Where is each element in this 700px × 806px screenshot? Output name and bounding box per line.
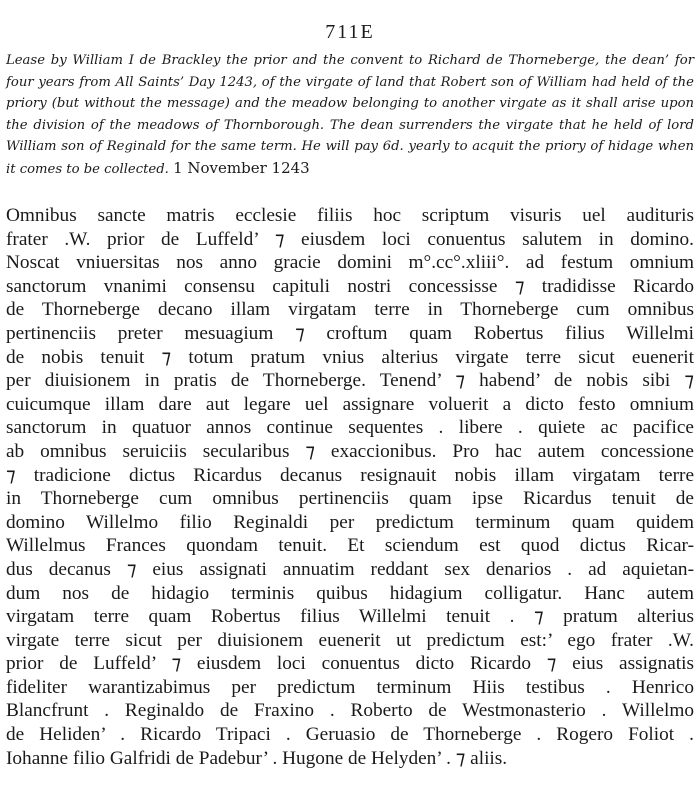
charter-line: dus decanus ⁊ eius assignati annuatim reddant sex denarios . ad aquietan- <box>6 558 694 580</box>
charter-line: virgatam terre quam Robertus filius Willelmi tenuit . ⁊ pratum alterius <box>6 606 694 628</box>
charter-line: Noscat vniuersitas nos anno gracie domini m°.cc°.xliii°. ad festum omnium <box>6 252 694 274</box>
charter-line: virgate terre sicut per diuisionem euenerit ut predictum est:’ ego frater .W. <box>6 629 694 651</box>
charter-line: Blancfrunt . Reginaldo de Fraxino . Roberto de Westmonasterio . Willelmo <box>6 700 694 722</box>
charter-line: de nobis tenuit ⁊ totum pratum vnius alterius virgate terre sicut euenerit <box>6 346 694 368</box>
charter-line: de Thorneberge decano illam virgatam terre in Thorneberge cum omnibus <box>6 299 694 321</box>
latin-charter-text <box>6 204 694 770</box>
charter-line: Iohanne filio Galfridi de Padebur’ . Hugone de Helyden’ . ⁊ aliis. <box>6 747 508 769</box>
charter-line: ⁊ tradicione dictus Ricardus decanus resignauit nobis illam virgatam terre <box>6 464 694 486</box>
charter-line: fideliter warantizabimus per predictum terminum Hiis testibus . Henrico <box>6 676 694 698</box>
charter-line: per diuisionem in pratis de Thorneberge. Tenend’ ⁊ habend’ de nobis sibi ⁊ <box>6 370 694 392</box>
charter-line: in Thorneberge cum omnibus pertinenciis quam ipse Ricardus tenuit de <box>6 488 694 510</box>
charter-line: pertinenciis preter mesuagium ⁊ croftum quam Robertus filius Willelmi <box>6 322 694 344</box>
summary-text: Lease by William I de Brackley the prior and the convent to Richard de Thorneberge, the dean’ for four years from All Saints’ Day 1243, of the virgate of land that Robert son of William had held of the priory (but without the message) and the meadow belonging to another virgate as it shall arise upon the division of the meadows of Thornborough. The dean surrenders the virgate that he held of lord William son of Reginald for the same term. He will pay 6d. yearly to acquit the priory of hidage when it comes to be collected. <box>6 53 694 177</box>
charter-line: de Heliden’ . Ricardo Tripaci . Geruasio de Thorneberge . Rogero Foliot . <box>6 724 694 746</box>
charter-line: sanctorum vnanimi consensu capituli nostri concessisse ⁊ tradidisse Ricardo <box>6 275 694 297</box>
charter-line: dum nos de hidagio terminis quibus hidagium colligatur. Hanc autem <box>6 582 694 604</box>
charter-line: sanctorum in quatuor annos continue sequentes . libere . quiete ac pacifice <box>6 417 694 439</box>
charter-line: ab omnibus seruiciis secularibus ⁊ exaccionibus. Pro hac autem concessione <box>6 440 694 462</box>
summary-date: 1 November 1243 <box>173 158 310 177</box>
charter-line: domino Willelmo filio Reginaldi per predictum terminum quam quidem <box>6 511 694 533</box>
charter-line: cuicumque illam dare aut legare uel assignare voluerit a dicto festo omnium <box>6 393 694 415</box>
charter-line: Willelmus Frances quondam tenuit. Et sciendum est quod dictus Ricar- <box>6 535 694 557</box>
charter-line: frater .W. prior de Luffeld’ ⁊ eiusdem loci conuentus salutem in domino. <box>6 228 694 250</box>
english-summary <box>6 50 694 180</box>
charter-line: prior de Luffeld’ ⁊ eiusdem loci conuentus dicto Ricardo ⁊ eius assignatis <box>6 653 694 675</box>
document-number: 711E <box>325 21 375 43</box>
charter-line: Omnibus sancte matris ecclesie filiis hoc scriptum visuris uel audituris <box>6 205 694 226</box>
